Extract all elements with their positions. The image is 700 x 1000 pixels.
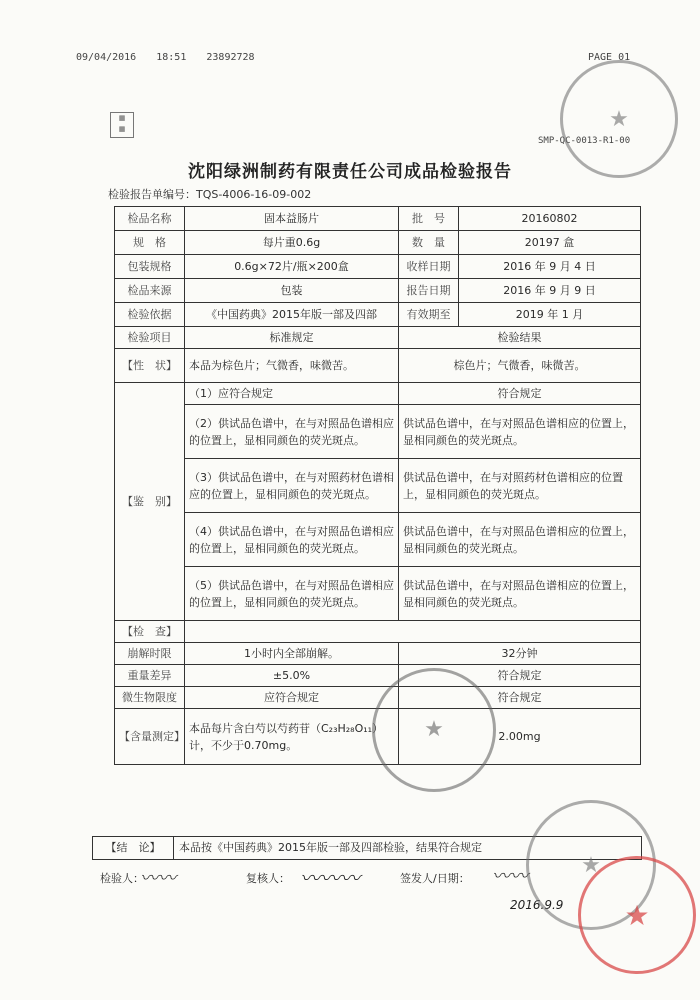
res-assay: 2.00mg: [399, 709, 641, 765]
label-appearance: 【性 状】: [115, 349, 185, 383]
label-identification: 【鉴 别】: [115, 383, 185, 621]
reviewer-signature: 〰〰〰: [300, 866, 360, 890]
header-result: 检验结果: [399, 327, 641, 349]
label-quantity: 数 量: [399, 231, 459, 255]
fax-date: 09/04/2016: [76, 52, 137, 63]
company-logo-icon: ▦ ▦: [110, 112, 134, 138]
quality-stamp-bottom: ★: [526, 800, 656, 930]
inspection-table: [114, 206, 641, 765]
res-identification-4: 供试品色谱中，在与对照品色谱相应的位置上，显相同颜色的荧光斑点。: [399, 513, 641, 567]
inspection-empty: [185, 621, 641, 643]
res-identification-2: 供试品色谱中，在与对照品色谱相应的位置上，显相同颜色的荧光斑点。: [399, 405, 641, 459]
label-receive-date: 收样日期: [399, 255, 459, 279]
value-quantity: 20197 盒: [459, 231, 641, 255]
value-report-date: 2016 年 9 月 9 日: [459, 279, 641, 303]
label-assay: 【含量测定】: [115, 709, 185, 765]
label-batch: 批 号: [399, 207, 459, 231]
res-identification-5: 供试品色谱中，在与对照品色谱相应的位置上，显相同颜色的荧光斑点。: [399, 567, 641, 621]
inspector-label: 检验人：: [100, 872, 144, 885]
page-label: PAGE 01: [588, 52, 631, 63]
res-disintegration: 32分钟: [399, 643, 641, 665]
doc-code: SMP-QC-0013-R1-00: [538, 136, 631, 146]
std-appearance: 本品为棕色片；气微香，味微苦。: [185, 349, 399, 383]
label-valid-until: 有效期至: [399, 303, 459, 327]
label-spec: 规 格: [115, 231, 185, 255]
issue-date: 2016.9.9: [510, 898, 564, 912]
value-source: 包装: [185, 279, 399, 303]
reviewer-label: 复核人：: [246, 872, 290, 885]
value-product-name: 固本益肠片: [185, 207, 399, 231]
res-microbe: 符合规定: [399, 687, 641, 709]
label-report-date: 报告日期: [399, 279, 459, 303]
std-disintegration: 1小时内全部崩解。: [185, 643, 399, 665]
label-conclusion: 【结 论】: [93, 837, 174, 859]
value-basis: 《中国药典》2015年版一部及四部: [185, 303, 399, 327]
std-weight: ±5.0%: [185, 665, 399, 687]
value-package: 0.6g×72片/瓶×200盒: [185, 255, 399, 279]
std-identification-4: （4）供试品色谱中，在与对照品色谱相应的位置上，显相同颜色的荧光斑点。: [185, 513, 399, 567]
issuer-signature: 〰〰: [492, 866, 528, 887]
conclusion-text: 本品按《中国药典》2015年版一部及四部检验，结果符合规定: [179, 841, 482, 854]
res-identification-1: 符合规定: [399, 383, 641, 405]
label-product-name: 检品名称: [115, 207, 185, 231]
inspector-signature: 〰〰: [140, 868, 176, 889]
value-receive-date: 2016 年 9 月 4 日: [459, 255, 641, 279]
std-microbe: 应符合规定: [185, 687, 399, 709]
std-assay: 本品每片含白芍以芍药苷（C₂₃H₂₈O₁₁）计，不少于0.70mg。: [185, 709, 399, 765]
issuer-label: 签发人/日期：: [400, 872, 470, 885]
report-number: 检验报告单编号：TQS-4006-16-09-002: [108, 188, 312, 201]
label-package: 包装规格: [115, 255, 185, 279]
res-appearance: 棕色片；气微香，味微苦。: [399, 349, 641, 383]
label-source: 检品来源: [115, 279, 185, 303]
value-valid-until: 2019 年 1 月: [459, 303, 641, 327]
label-disintegration: 崩解时限: [115, 643, 185, 665]
label-inspection: 【检 查】: [115, 621, 185, 643]
label-weight: 重量差异: [115, 665, 185, 687]
header-standard: 标准规定: [185, 327, 399, 349]
label-basis: 检验依据: [115, 303, 185, 327]
res-identification-3: 供试品色谱中，在与对照药材色谱相应的位置上，显相同颜色的荧光斑点。: [399, 459, 641, 513]
fax-number: 23892728: [206, 52, 255, 63]
company-stamp-middle: ★: [372, 668, 496, 792]
red-seal-stamp: ★: [578, 856, 696, 974]
report-title: 沈阳绿洲制药有限责任公司成品检验报告: [188, 162, 512, 182]
std-identification-1: （1）应符合规定: [185, 383, 399, 405]
fax-time: 18:51: [156, 52, 187, 63]
value-spec: 每片重0.6g: [185, 231, 399, 255]
label-microbe: 微生物限度: [115, 687, 185, 709]
label-items: 检验项目: [115, 327, 185, 349]
std-identification-3: （3）供试品色谱中，在与对照药材色谱相应的位置上，显相同颜色的荧光斑点。: [185, 459, 399, 513]
std-identification-2: （2）供试品色谱中，在与对照品色谱相应的位置上，显相同颜色的荧光斑点。: [185, 405, 399, 459]
fax-header: [76, 52, 269, 63]
res-weight: 符合规定: [399, 665, 641, 687]
std-identification-5: （5）供试品色谱中，在与对照品色谱相应的位置上，显相同颜色的荧光斑点。: [185, 567, 399, 621]
quality-stamp-top: ★: [560, 60, 678, 178]
value-batch: 20160802: [459, 207, 641, 231]
